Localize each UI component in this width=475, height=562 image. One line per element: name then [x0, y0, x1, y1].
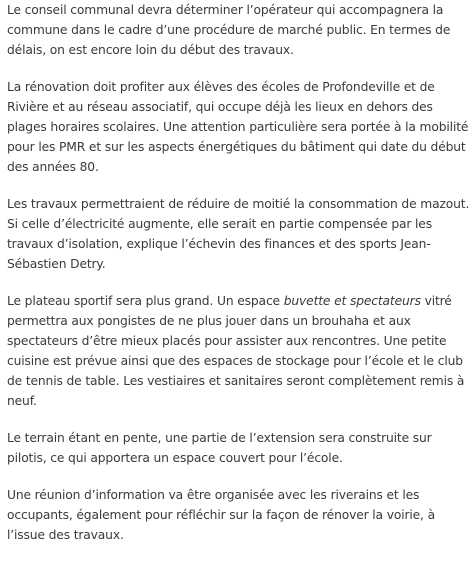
paragraph-meeting: Une réunion d’information va être organisée avec les riverains et les occupants, également pour réfléchir sur la façon de rénover la voirie, à l’issue des travaux.	[7, 488, 435, 542]
paragraph-sports-hall-start: Le plateau sportif sera plus grand. Un espace	[7, 294, 284, 308]
paragraph-sports-hall-emphasis: buvette et spectateurs	[283, 294, 421, 308]
paragraph-renovation: La rénovation doit profiter aux élèves des écoles de Profondeville et de Rivière et au réseau associatif, qui occupe déjà les lieux en dehors des plages horaires scolaires. Une attention particulière sera portée à la mobilité pour les PMR et sur les aspects énergétiques du bâtiment qui date du début des années 80.	[7, 80, 469, 174]
paragraph-operator: Le conseil communal devra déterminer l’opérateur qui accompagnera la commune dans le cadre d’une procédure de marché public. En termes de délais, on est encore loin du début des travaux.	[7, 3, 451, 57]
paragraph-slope: Le terrain étant en pente, une partie de l’extension sera construite sur pilotis, ce qui apportera un espace couvert pour l’école.	[7, 431, 432, 465]
paragraph-sports-hall-end: vitré permettra aux pongistes de ne plus jouer dans un brouhaha et aux spectateurs d’être mieux placés pour assister aux rencontres. Une petite cuisine est prévue ainsi que des espaces de stockage pour l’école et le club de tennis de table. Les vestiaires et sanitaires seront complètement remis à neuf.	[7, 294, 465, 408]
paragraph-sports-hall	[7, 291, 471, 411]
paragraph-energy: Les travaux permettraient de réduire de moitié la consommation de mazout. Si celle d’électricité augmente, elle serait en partie compensée par les travaux d’isolation, explique l’échevin des finances et des sports Jean-Sébastien Detry.	[7, 197, 470, 271]
article-body	[7, 0, 471, 562]
